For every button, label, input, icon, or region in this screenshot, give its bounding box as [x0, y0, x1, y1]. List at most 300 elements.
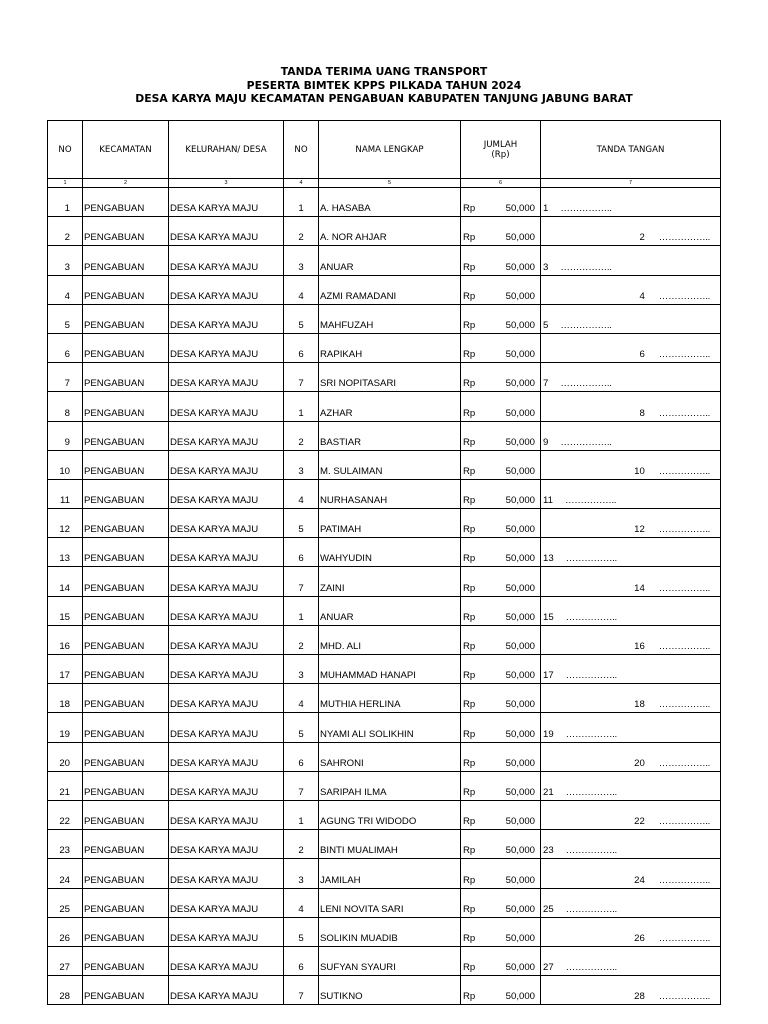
signature-cell	[541, 392, 721, 421]
signature-dots: ……………..	[565, 786, 617, 798]
header-jumlah-line1: JUMLAH	[483, 139, 518, 150]
row-number: 18	[48, 684, 83, 713]
kelurahan-cell: DESA KARYA MAJU	[169, 946, 284, 975]
signature-dots: ……………..	[565, 962, 617, 974]
table-row	[48, 976, 721, 1005]
amount-cell	[461, 567, 541, 596]
amount-cell	[461, 742, 541, 771]
signature-cell	[541, 859, 721, 888]
signature-number: 22	[634, 816, 645, 828]
currency-label: Rp	[463, 407, 476, 419]
signature-cell	[541, 800, 721, 829]
row-number: 21	[48, 771, 83, 800]
kelurahan-cell: DESA KARYA MAJU	[169, 392, 284, 421]
header-jumlah-line2: (Rp)	[491, 149, 510, 160]
amount-cell	[461, 392, 541, 421]
signature-cell	[541, 771, 721, 800]
row-number: 9	[48, 421, 83, 450]
row-number: 10	[48, 450, 83, 479]
name-cell: RAPIKAH	[319, 333, 461, 362]
receipt-table	[47, 120, 721, 1005]
group-number-cell: 5	[284, 713, 319, 742]
table-row	[48, 509, 721, 538]
kecamatan-cell: PENGABUAN	[83, 713, 169, 742]
signature-slot	[639, 349, 710, 360]
signature-dots: ……………..	[658, 232, 710, 244]
table-row	[48, 655, 721, 684]
group-number-cell: 7	[284, 976, 319, 1005]
name-cell: MUHAMMAD HANAPI	[319, 655, 461, 684]
signature-number: 23	[543, 845, 554, 857]
amount-value: 50,000	[505, 699, 535, 711]
group-number-cell: 6	[284, 946, 319, 975]
row-number: 15	[48, 596, 83, 625]
signature-slot	[634, 816, 710, 827]
row-number: 27	[48, 946, 83, 975]
signature-slot	[543, 437, 612, 448]
signature-cell	[541, 596, 721, 625]
table-row	[48, 246, 721, 275]
currency-label: Rp	[463, 845, 476, 857]
amount-value: 50,000	[505, 874, 535, 886]
signature-dots: ……………..	[565, 611, 617, 623]
kelurahan-cell: DESA KARYA MAJU	[169, 888, 284, 917]
signature-slot	[543, 378, 612, 389]
name-cell: MUTHIA HERLINA	[319, 684, 461, 713]
signature-cell	[541, 538, 721, 567]
amount-value: 50,000	[505, 903, 535, 915]
group-number-cell: 5	[284, 509, 319, 538]
row-number: 14	[48, 567, 83, 596]
signature-slot	[639, 408, 710, 419]
group-number-cell: 6	[284, 333, 319, 362]
row-number: 13	[48, 538, 83, 567]
signature-number: 11	[543, 495, 553, 507]
kecamatan-cell: PENGABUAN	[83, 596, 169, 625]
kecamatan-cell: PENGABUAN	[83, 830, 169, 859]
signature-number: 8	[639, 407, 645, 419]
signature-number: 12	[634, 524, 645, 536]
kecamatan-cell: PENGABUAN	[83, 392, 169, 421]
kelurahan-cell: DESA KARYA MAJU	[169, 655, 284, 684]
group-number-cell: 3	[284, 655, 319, 684]
currency-label: Rp	[463, 524, 476, 536]
name-cell: SAHRONI	[319, 742, 461, 771]
signature-cell	[541, 188, 721, 217]
row-number: 25	[48, 888, 83, 917]
signature-slot	[543, 845, 617, 856]
group-number-cell: 4	[284, 479, 319, 508]
kelurahan-cell: DESA KARYA MAJU	[169, 917, 284, 946]
signature-number: 18	[634, 699, 645, 711]
signature-cell	[541, 888, 721, 917]
currency-label: Rp	[463, 495, 476, 507]
document-title	[0, 65, 768, 106]
header-no: NO	[48, 121, 83, 179]
signature-dots: ……………..	[658, 991, 710, 1003]
amount-value: 50,000	[505, 816, 535, 828]
amount-cell	[461, 450, 541, 479]
group-number-cell: 1	[284, 392, 319, 421]
table-row	[48, 596, 721, 625]
name-cell: SUTIKNO	[319, 976, 461, 1005]
kecamatan-cell: PENGABUAN	[83, 655, 169, 684]
kelurahan-cell: DESA KARYA MAJU	[169, 830, 284, 859]
name-cell: SOLIKIN MUADIB	[319, 917, 461, 946]
amount-cell	[461, 304, 541, 333]
table-row	[48, 217, 721, 246]
signature-dots: ……………..	[565, 845, 617, 857]
currency-label: Rp	[463, 290, 476, 302]
header-no2: NO	[284, 121, 319, 179]
currency-label: Rp	[463, 319, 476, 331]
index-cell: 4	[284, 179, 319, 188]
kecamatan-cell: PENGABUAN	[83, 742, 169, 771]
kecamatan-cell: PENGABUAN	[83, 246, 169, 275]
name-cell: JAMILAH	[319, 859, 461, 888]
row-number: 22	[48, 800, 83, 829]
kelurahan-cell: DESA KARYA MAJU	[169, 976, 284, 1005]
name-cell: AZHAR	[319, 392, 461, 421]
signature-dots: ……………..	[658, 699, 710, 711]
table-row	[48, 333, 721, 362]
row-number: 16	[48, 625, 83, 654]
signature-slot	[543, 612, 617, 623]
kelurahan-cell: DESA KARYA MAJU	[169, 625, 284, 654]
group-number-cell: 7	[284, 771, 319, 800]
currency-label: Rp	[463, 757, 476, 769]
group-number-cell: 2	[284, 830, 319, 859]
amount-cell	[461, 771, 541, 800]
signature-slot	[543, 320, 612, 331]
header-row	[48, 121, 721, 179]
signature-cell	[541, 275, 721, 304]
kecamatan-cell: PENGABUAN	[83, 421, 169, 450]
table-row	[48, 684, 721, 713]
group-number-cell: 1	[284, 188, 319, 217]
kelurahan-cell: DESA KARYA MAJU	[169, 771, 284, 800]
signature-cell	[541, 830, 721, 859]
table-row	[48, 479, 721, 508]
signature-number: 7	[543, 378, 549, 390]
amount-value: 50,000	[505, 553, 535, 565]
currency-label: Rp	[463, 670, 476, 682]
currency-label: Rp	[463, 816, 476, 828]
kelurahan-cell: DESA KARYA MAJU	[169, 450, 284, 479]
signature-slot	[634, 933, 710, 944]
row-number: 20	[48, 742, 83, 771]
name-cell: SUFYAN SYAURI	[319, 946, 461, 975]
amount-cell	[461, 800, 541, 829]
name-cell: A. HASABA	[319, 188, 461, 217]
table-row	[48, 859, 721, 888]
currency-label: Rp	[463, 436, 476, 448]
title-line-3: DESA KARYA MAJU KECAMATAN PENGABUAN KABUPATEN TANJUNG JABUNG BARAT	[135, 92, 633, 105]
group-number-cell: 6	[284, 538, 319, 567]
kelurahan-cell: DESA KARYA MAJU	[169, 421, 284, 450]
row-number: 11	[48, 479, 83, 508]
currency-label: Rp	[463, 349, 476, 361]
signature-dots: ……………..	[658, 816, 710, 828]
signature-number: 9	[543, 436, 549, 448]
amount-cell	[461, 859, 541, 888]
signature-number: 6	[639, 349, 645, 361]
name-cell: AGUNG TRI WIDODO	[319, 800, 461, 829]
kelurahan-cell: DESA KARYA MAJU	[169, 596, 284, 625]
title-line-2: PESERTA BIMTEK KPPS PILKADA TAHUN 2024	[246, 78, 522, 92]
header-jumlah	[461, 121, 541, 179]
signature-number: 24	[634, 874, 645, 886]
amount-cell	[461, 830, 541, 859]
currency-label: Rp	[463, 611, 476, 623]
signature-cell	[541, 567, 721, 596]
name-cell: NURHASANAH	[319, 479, 461, 508]
amount-value: 50,000	[505, 670, 535, 682]
kecamatan-cell: PENGABUAN	[83, 946, 169, 975]
amount-value: 50,000	[505, 436, 535, 448]
kelurahan-cell: DESA KARYA MAJU	[169, 859, 284, 888]
name-cell: M. SULAIMAN	[319, 450, 461, 479]
row-number: 12	[48, 509, 83, 538]
kecamatan-cell: PENGABUAN	[83, 479, 169, 508]
amount-value: 50,000	[505, 932, 535, 944]
kelurahan-cell: DESA KARYA MAJU	[169, 538, 284, 567]
group-number-cell: 7	[284, 567, 319, 596]
index-cell: 1	[48, 179, 83, 188]
signature-cell	[541, 333, 721, 362]
kecamatan-cell: PENGABUAN	[83, 888, 169, 917]
signature-number: 10	[634, 465, 645, 477]
row-number: 8	[48, 392, 83, 421]
group-number-cell: 2	[284, 421, 319, 450]
signature-dots: ……………..	[565, 553, 617, 565]
header-tanda-tangan: TANDA TANGAN	[541, 121, 721, 179]
signature-slot	[634, 758, 710, 769]
amount-cell	[461, 509, 541, 538]
signature-cell	[541, 421, 721, 450]
kecamatan-cell: PENGABUAN	[83, 567, 169, 596]
kelurahan-cell: DESA KARYA MAJU	[169, 509, 284, 538]
name-cell: WAHYUDIN	[319, 538, 461, 567]
amount-cell	[461, 246, 541, 275]
signature-slot	[543, 670, 617, 681]
signature-number: 17	[543, 670, 554, 682]
signature-dots: ……………..	[564, 495, 617, 507]
amount-cell	[461, 421, 541, 450]
group-number-cell: 1	[284, 596, 319, 625]
amount-value: 50,000	[505, 757, 535, 769]
signature-slot	[634, 699, 710, 710]
signature-dots: ……………..	[658, 465, 710, 477]
kecamatan-cell: PENGABUAN	[83, 217, 169, 246]
signature-slot	[543, 262, 612, 273]
table-row	[48, 363, 721, 392]
group-number-cell: 4	[284, 888, 319, 917]
amount-value: 50,000	[505, 582, 535, 594]
table-row	[48, 713, 721, 742]
row-number: 1	[48, 188, 83, 217]
signature-slot	[543, 729, 617, 740]
signature-number: 27	[543, 962, 554, 974]
header-kecamatan: KECAMATAN	[83, 121, 169, 179]
signature-number: 15	[543, 611, 554, 623]
kelurahan-cell: DESA KARYA MAJU	[169, 479, 284, 508]
signature-slot	[634, 641, 710, 652]
index-cell: 6	[461, 179, 541, 188]
signature-number: 21	[543, 786, 554, 798]
row-number: 28	[48, 976, 83, 1005]
amount-cell	[461, 217, 541, 246]
header-nama: NAMA LENGKAP	[319, 121, 461, 179]
name-cell: ZAINI	[319, 567, 461, 596]
group-number-cell: 5	[284, 304, 319, 333]
currency-label: Rp	[463, 465, 476, 477]
table-row	[48, 188, 721, 217]
group-number-cell: 1	[284, 800, 319, 829]
kecamatan-cell: PENGABUAN	[83, 976, 169, 1005]
row-number: 26	[48, 917, 83, 946]
amount-value: 50,000	[505, 962, 535, 974]
row-number: 2	[48, 217, 83, 246]
signature-dots: ……………..	[565, 903, 617, 915]
row-number: 17	[48, 655, 83, 684]
signature-slot	[639, 232, 710, 243]
table-row	[48, 830, 721, 859]
name-cell: SARIPAH ILMA	[319, 771, 461, 800]
kelurahan-cell: DESA KARYA MAJU	[169, 684, 284, 713]
currency-label: Rp	[463, 203, 476, 215]
signature-dots: ……………..	[658, 932, 710, 944]
table-row	[48, 567, 721, 596]
signature-cell	[541, 450, 721, 479]
amount-cell	[461, 684, 541, 713]
signature-dots: ……………..	[560, 378, 612, 390]
signature-dots: ……………..	[658, 407, 710, 419]
kecamatan-cell: PENGABUAN	[83, 538, 169, 567]
table-row	[48, 392, 721, 421]
signature-slot	[543, 553, 617, 564]
header-kelurahan: KELURAHAN/ DESA	[169, 121, 284, 179]
signature-cell	[541, 713, 721, 742]
currency-label: Rp	[463, 786, 476, 798]
name-cell: ANUAR	[319, 246, 461, 275]
row-number: 7	[48, 363, 83, 392]
kelurahan-cell: DESA KARYA MAJU	[169, 713, 284, 742]
currency-label: Rp	[463, 874, 476, 886]
signature-slot	[543, 962, 617, 973]
row-number: 5	[48, 304, 83, 333]
name-cell: NYAMI ALI SOLIKHIN	[319, 713, 461, 742]
signature-dots: ……………..	[560, 319, 612, 331]
kelurahan-cell: DESA KARYA MAJU	[169, 363, 284, 392]
kecamatan-cell: PENGABUAN	[83, 917, 169, 946]
kelurahan-cell: DESA KARYA MAJU	[169, 567, 284, 596]
amount-value: 50,000	[505, 349, 535, 361]
signature-number: 19	[543, 728, 554, 740]
name-cell: LENI NOVITA SARI	[319, 888, 461, 917]
kelurahan-cell: DESA KARYA MAJU	[169, 742, 284, 771]
group-number-cell: 2	[284, 625, 319, 654]
amount-value: 50,000	[505, 407, 535, 419]
currency-label: Rp	[463, 582, 476, 594]
name-cell: AZMI RAMADANI	[319, 275, 461, 304]
table-row	[48, 771, 721, 800]
signature-cell	[541, 304, 721, 333]
kelurahan-cell: DESA KARYA MAJU	[169, 275, 284, 304]
amount-cell	[461, 596, 541, 625]
currency-label: Rp	[463, 232, 476, 244]
amount-cell	[461, 655, 541, 684]
signature-number: 1	[543, 203, 549, 215]
title-line-1: TANDA TERIMA UANG TRANSPORT	[280, 65, 488, 78]
kecamatan-cell: PENGABUAN	[83, 333, 169, 362]
signature-cell	[541, 655, 721, 684]
signature-number: 20	[634, 757, 645, 769]
kecamatan-cell: PENGABUAN	[83, 859, 169, 888]
kecamatan-cell: PENGABUAN	[83, 771, 169, 800]
currency-label: Rp	[463, 728, 476, 740]
index-cell: 2	[83, 179, 169, 188]
amount-value: 50,000	[505, 378, 535, 390]
signature-number: 5	[543, 319, 549, 331]
signature-cell	[541, 479, 721, 508]
row-number: 6	[48, 333, 83, 362]
amount-value: 50,000	[505, 465, 535, 477]
group-number-cell: 4	[284, 684, 319, 713]
currency-label: Rp	[463, 553, 476, 565]
signature-slot	[543, 495, 616, 506]
kelurahan-cell: DESA KARYA MAJU	[169, 246, 284, 275]
amount-value: 50,000	[505, 845, 535, 857]
signature-dots: ……………..	[658, 757, 710, 769]
amount-cell	[461, 275, 541, 304]
amount-value: 50,000	[505, 641, 535, 652]
currency-label: Rp	[463, 261, 476, 273]
signature-cell	[541, 976, 721, 1005]
amount-value: 50,000	[505, 728, 535, 740]
kelurahan-cell: DESA KARYA MAJU	[169, 217, 284, 246]
signature-cell	[541, 946, 721, 975]
name-cell: MHD. ALI	[319, 625, 461, 654]
name-cell: A. NOR AHJAR	[319, 217, 461, 246]
signature-cell	[541, 246, 721, 275]
row-number: 4	[48, 275, 83, 304]
name-cell: MAHFUZAH	[319, 304, 461, 333]
table-row	[48, 421, 721, 450]
amount-cell	[461, 625, 541, 654]
row-number: 24	[48, 859, 83, 888]
signature-number: 25	[543, 903, 554, 915]
currency-label: Rp	[463, 903, 476, 915]
kecamatan-cell: PENGABUAN	[83, 800, 169, 829]
signature-dots: ……………..	[658, 349, 710, 361]
signature-dots: ……………..	[560, 203, 612, 215]
index-row	[48, 179, 721, 188]
kecamatan-cell: PENGABUAN	[83, 625, 169, 654]
kecamatan-cell: PENGABUAN	[83, 275, 169, 304]
name-cell: BASTIAR	[319, 421, 461, 450]
amount-cell	[461, 888, 541, 917]
signature-number: 26	[634, 932, 645, 944]
signature-number: 16	[634, 641, 645, 652]
amount-cell	[461, 188, 541, 217]
name-cell: SRI NOPITASARI	[319, 363, 461, 392]
signature-dots: ……………..	[658, 582, 710, 594]
signature-number: 13	[543, 553, 554, 565]
amount-value: 50,000	[505, 786, 535, 798]
signature-dots: ……………..	[560, 436, 612, 448]
amount-value: 50,000	[505, 203, 535, 215]
